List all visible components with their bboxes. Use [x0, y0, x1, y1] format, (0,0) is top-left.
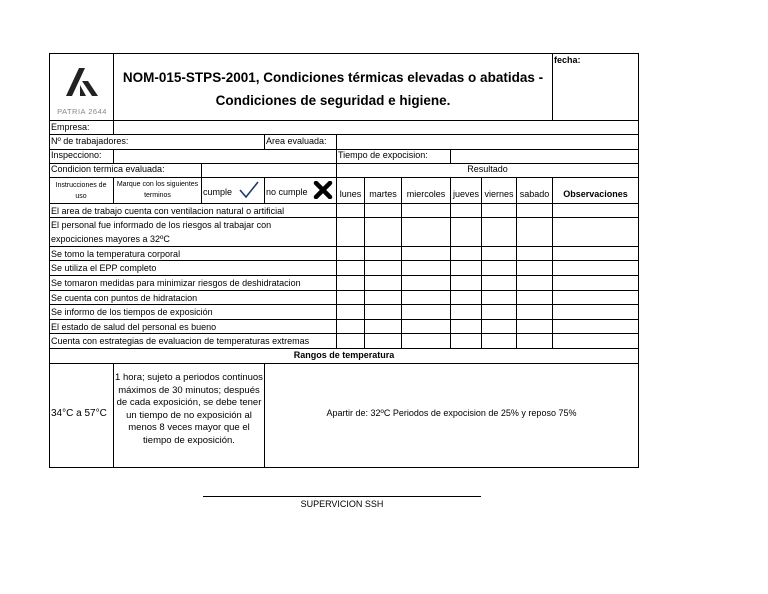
- check-cell-miercoles[interactable]: [402, 218, 450, 246]
- check-cell-viernes[interactable]: [482, 334, 516, 348]
- check-cell-martes[interactable]: [365, 276, 401, 290]
- inspecciono-label: Inspecciono:: [51, 150, 102, 160]
- rango-descripcion: 1 hora; sujeto a periodos continuos máximos de 30 minutos; después de cada exposición, se debe tener un tiempo de no exposición al menos 8 veces mayor que el tiempo de exposición.: [115, 372, 263, 446]
- check-cell-miercoles[interactable]: [402, 334, 450, 348]
- title-line-1: NOM-015-STPS-2001, Condiciones térmicas elevadas o abatidas -: [122, 70, 544, 85]
- check-cell-miercoles[interactable]: [402, 291, 450, 304]
- check-cell-viernes[interactable]: [482, 261, 516, 275]
- observaciones-cell[interactable]: [553, 305, 638, 319]
- observaciones-cell[interactable]: [553, 261, 638, 275]
- condicion-field[interactable]: [202, 164, 335, 176]
- checklist-row: [50, 291, 336, 304]
- cumple-label: cumple: [203, 187, 233, 197]
- check-cell-sabado[interactable]: [517, 218, 552, 246]
- no-cumple-header: [266, 181, 333, 203]
- observaciones-cell[interactable]: [553, 320, 638, 333]
- check-cell-jueves[interactable]: [451, 247, 481, 260]
- check-cell-miercoles[interactable]: [402, 261, 450, 275]
- check-cell-martes[interactable]: [365, 320, 401, 333]
- check-cell-viernes[interactable]: [482, 276, 516, 290]
- observaciones-cell[interactable]: [553, 334, 638, 348]
- check-cell-jueves[interactable]: [451, 320, 481, 333]
- marque-header: Marque con los siguientes terminos: [116, 181, 199, 199]
- checklist-row: [50, 261, 336, 275]
- checklist-row: [50, 276, 336, 290]
- observaciones-header: Observaciones: [563, 189, 628, 199]
- company-logo: [52, 66, 112, 114]
- check-cell-jueves[interactable]: [451, 218, 481, 246]
- signature-label: SUPERVICION SSH: [300, 499, 384, 509]
- check-cell-lunes[interactable]: [337, 218, 364, 246]
- check-cell-sabado[interactable]: [517, 247, 552, 260]
- area-field[interactable]: [337, 135, 637, 148]
- day-header-viernes: viernes: [484, 189, 514, 199]
- check-cell-miercoles[interactable]: [402, 320, 450, 333]
- check-cell-martes[interactable]: [365, 218, 401, 246]
- cumple-header: [203, 181, 260, 203]
- observaciones-cell[interactable]: [553, 291, 638, 304]
- check-cell-viernes[interactable]: [482, 218, 516, 246]
- check-cell-martes[interactable]: [365, 247, 401, 260]
- check-cell-miercoles[interactable]: [402, 204, 450, 217]
- check-cell-miercoles[interactable]: [402, 305, 450, 319]
- check-cell-martes[interactable]: [365, 204, 401, 217]
- observaciones-cell[interactable]: [553, 218, 638, 246]
- checklist-row: [50, 247, 336, 260]
- check-cell-jueves[interactable]: [451, 276, 481, 290]
- check-cell-jueves[interactable]: [451, 291, 481, 304]
- check-cell-sabado[interactable]: [517, 291, 552, 304]
- trabajadores-label: Nº de trabajadores:: [51, 136, 129, 146]
- rango-apartir: Apartir de: 32ºC Periodos de expocision de 25% y reposo 75%: [326, 408, 577, 418]
- rango-temperatura: 34°C a 57°C: [51, 408, 107, 419]
- check-cell-viernes[interactable]: [482, 247, 516, 260]
- day-header-martes: martes: [369, 189, 397, 199]
- check-cell-lunes[interactable]: [337, 247, 364, 260]
- resultado-header: Resultado: [467, 164, 508, 174]
- day-header-sabado: sabado: [519, 189, 550, 199]
- checklist-row: [50, 218, 336, 246]
- checklist-item-label: El personal fue informado de los riesgos al trabajar con expociciones mayores a 32ºC: [51, 220, 272, 244]
- check-cell-lunes[interactable]: [337, 261, 364, 275]
- fecha-label: fecha:: [554, 55, 581, 65]
- check-cell-lunes[interactable]: [337, 204, 364, 217]
- condicion-label: Condicion termica evaluada:: [51, 164, 165, 174]
- logo-text: PATRIA 2644: [57, 107, 107, 116]
- check-cell-sabado[interactable]: [517, 320, 552, 333]
- day-header-miercoles: miercoles: [406, 189, 446, 199]
- check-cell-sabado[interactable]: [517, 276, 552, 290]
- checklist-item-label: Se informo de los tiempos de exposición: [51, 307, 213, 317]
- check-cell-lunes[interactable]: [337, 305, 364, 319]
- checklist-row: [50, 334, 336, 348]
- check-cell-sabado[interactable]: [517, 204, 552, 217]
- check-cell-sabado[interactable]: [517, 261, 552, 275]
- checklist-row: [50, 305, 336, 319]
- check-cell-jueves[interactable]: [451, 334, 481, 348]
- check-cell-martes[interactable]: [365, 334, 401, 348]
- check-cell-martes[interactable]: [365, 305, 401, 319]
- empresa-label: Empresa:: [51, 122, 90, 132]
- area-label: Area evaluada:: [266, 136, 327, 146]
- check-cell-lunes[interactable]: [337, 334, 364, 348]
- empresa-field[interactable]: [114, 121, 637, 134]
- tiempo-label: Tiempo de expocision:: [338, 150, 428, 160]
- checklist-item-label: Cuenta con estrategias de evaluacion de temperaturas extremas: [51, 336, 310, 346]
- checklist-item-label: El estado de salud del personal es bueno: [51, 322, 217, 332]
- check-cell-viernes[interactable]: [482, 204, 516, 217]
- title-line-2: Condiciones de seguridad e higiene.: [215, 93, 451, 108]
- checklist-item-label: Se tomaron medidas para minimizar riesgos de deshidratacion: [51, 278, 301, 288]
- observaciones-cell[interactable]: [553, 204, 638, 217]
- check-cell-viernes[interactable]: [482, 305, 516, 319]
- checkmark-icon: [238, 181, 260, 199]
- instrucciones-header: Instrucciones de uso: [55, 182, 107, 200]
- day-header-lunes: lunes: [339, 189, 362, 199]
- trabajadores-field[interactable]: [140, 135, 263, 148]
- check-cell-jueves[interactable]: [451, 305, 481, 319]
- fecha-field[interactable]: [553, 66, 638, 119]
- check-cell-miercoles[interactable]: [402, 247, 450, 260]
- checklist-item-label: Se cuenta con puntos de hidratacion: [51, 293, 198, 303]
- cross-icon: [313, 181, 333, 199]
- patria-logo-icon: [52, 66, 112, 98]
- checklist-item-label: Se tomo la temperatura corporal: [51, 249, 181, 259]
- check-cell-jueves[interactable]: [451, 261, 481, 275]
- check-cell-lunes[interactable]: [337, 291, 364, 304]
- day-header-jueves: jueves: [452, 189, 479, 199]
- observaciones-cell[interactable]: [553, 276, 638, 290]
- check-cell-sabado[interactable]: [517, 305, 552, 319]
- check-cell-sabado[interactable]: [517, 334, 552, 348]
- check-cell-martes[interactable]: [365, 291, 401, 304]
- checklist-row: [50, 204, 336, 217]
- no-cumple-label: no cumple: [266, 187, 308, 197]
- check-cell-martes[interactable]: [365, 261, 401, 275]
- checklist-item-label: Se utiliza el EPP completo: [51, 263, 157, 273]
- check-cell-jueves[interactable]: [451, 204, 481, 217]
- tiempo-field[interactable]: [451, 150, 637, 162]
- check-cell-lunes[interactable]: [337, 276, 364, 290]
- observaciones-cell[interactable]: [553, 247, 638, 260]
- inspecciono-field[interactable]: [114, 150, 335, 162]
- rangos-title: Rangos de temperatura: [293, 350, 395, 360]
- checklist-item-label: El area de trabajo cuenta con ventilacion natural o artificial: [51, 206, 285, 216]
- check-cell-viernes[interactable]: [482, 320, 516, 333]
- signature-line: [203, 496, 481, 497]
- page-title: [113, 66, 553, 112]
- check-cell-viernes[interactable]: [482, 291, 516, 304]
- check-cell-miercoles[interactable]: [402, 276, 450, 290]
- check-cell-lunes[interactable]: [337, 320, 364, 333]
- checklist-row: [50, 320, 336, 333]
